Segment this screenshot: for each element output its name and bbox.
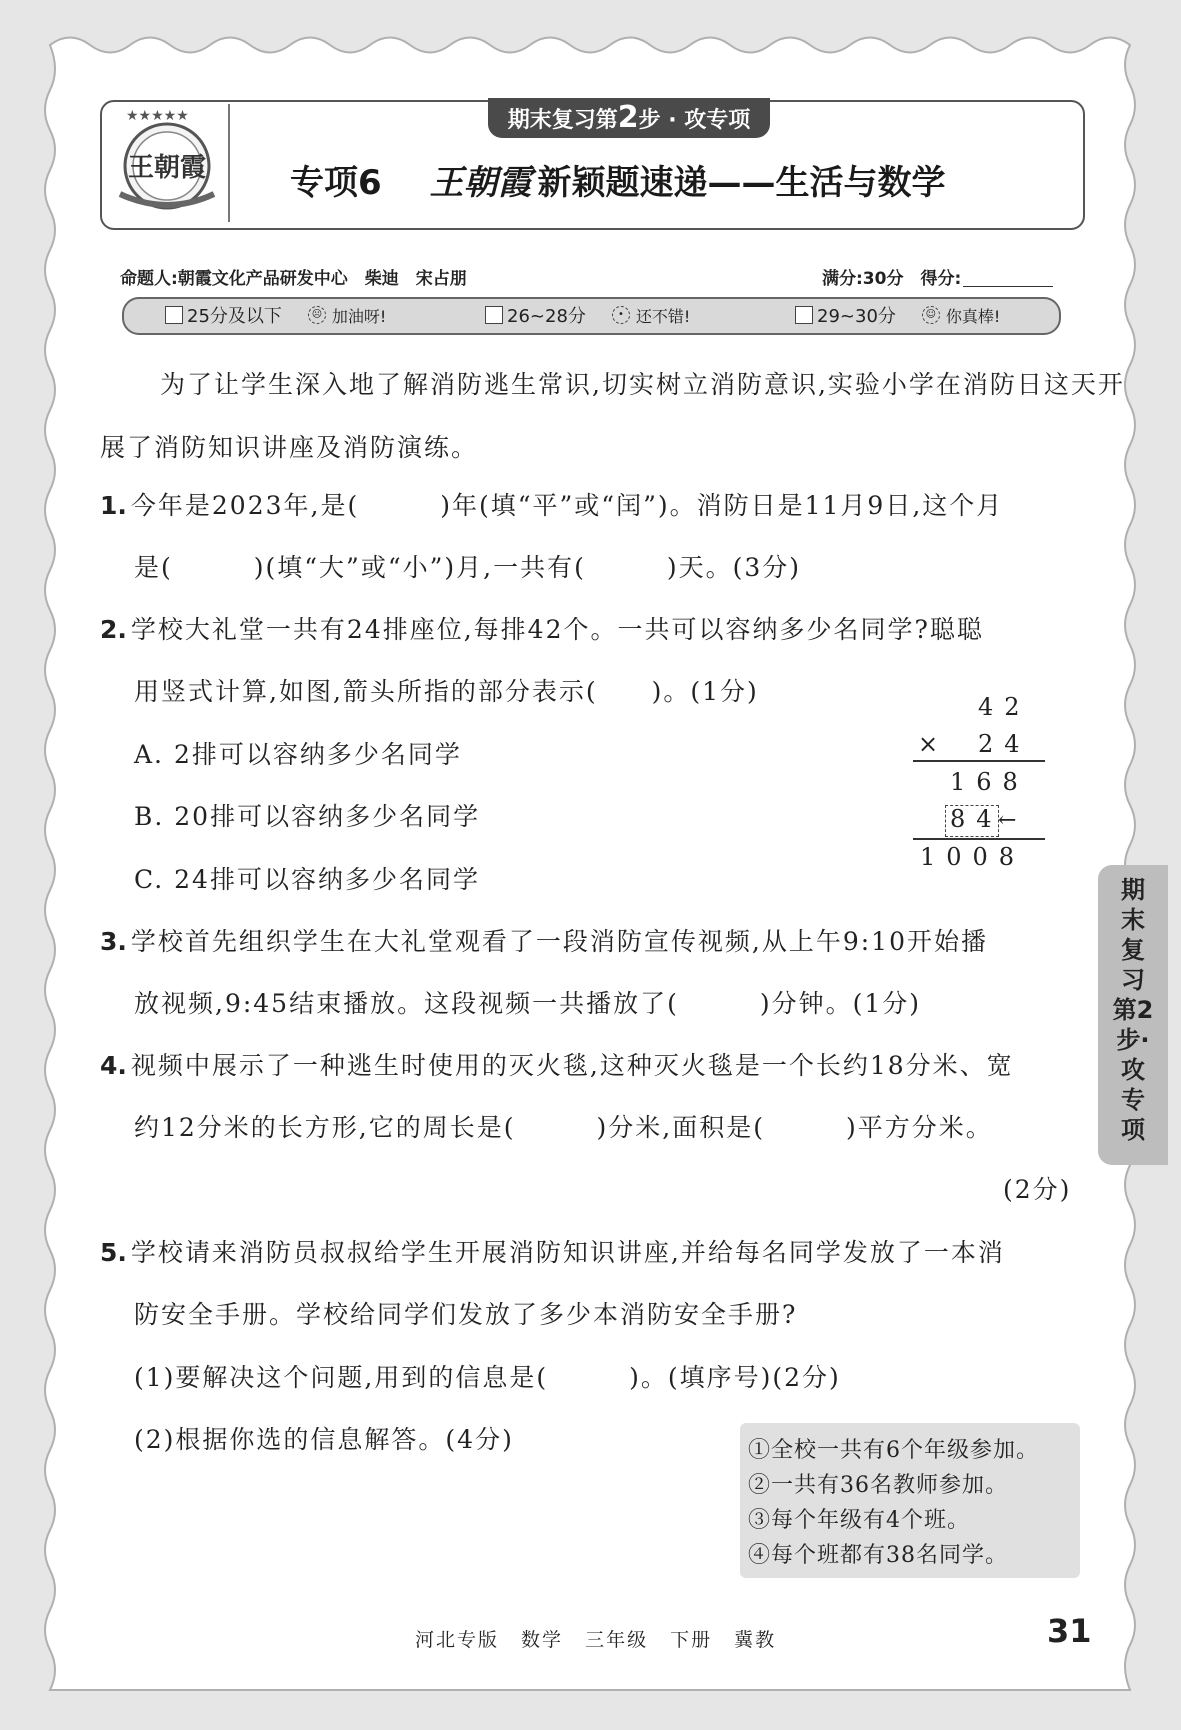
question-text: 防安全手册。学校给同学们发放了多少本消防安全手册? — [134, 1300, 798, 1329]
calc-rule — [913, 760, 1045, 762]
logo-emblem — [112, 106, 222, 218]
info-item: ②一共有36名教师参加。 — [748, 1473, 1008, 1498]
calc-operator: × — [918, 730, 950, 758]
option-a[interactable]: A. 2排可以容纳多少名同学 — [134, 740, 462, 769]
calc-multiplicand: 42 — [978, 693, 1031, 721]
question-number: 4. — [100, 1051, 127, 1080]
score-line — [822, 264, 1053, 289]
score-label: 满分:30分 得分: — [822, 269, 962, 289]
grade-comment: 加油呀! — [331, 306, 387, 326]
calc-partial-2: 84 — [950, 805, 1003, 833]
question-text: 放视频,9:45结束播放。这段视频一共播放了( )分钟。(1分) — [134, 989, 922, 1018]
question-3 — [100, 922, 988, 958]
sub-question-1: (1)要解决这个问题,用到的信息是( )。(填序号)(2分) — [134, 1363, 841, 1392]
grade-checkbox[interactable] — [165, 306, 183, 324]
question-number: 3. — [100, 927, 127, 956]
grade-comment: 你真棒! — [945, 306, 1001, 326]
question-text: 约12分米的长方形,它的周长是( )分米,面积是( )平方分米。 — [134, 1113, 993, 1142]
step-tab-num: 2 — [617, 100, 639, 135]
author-line: 命题人:朝霞文化产品研发中心 柴迪 宋占朋 — [120, 269, 467, 289]
question-5 — [100, 1233, 1005, 1269]
question-4 — [100, 1046, 1014, 1082]
question-text: 是( )(填“大”或“小”)月,一共有( )天。(3分) — [134, 553, 802, 582]
question-number: 5. — [100, 1238, 127, 1267]
svg-text:★★★★★: ★★★★★ — [126, 108, 189, 124]
grade-comment: 还不错! — [635, 306, 691, 326]
step-tab — [488, 98, 770, 138]
calc-rule — [913, 838, 1045, 840]
calc-product: 1008 — [920, 843, 1026, 871]
grade-range: 29~30分 — [817, 306, 896, 327]
grade-item — [165, 302, 386, 328]
title-project: 专项6 — [290, 163, 382, 203]
sub-question-2: (2)根据你选的信息解答。(4分) — [134, 1425, 514, 1454]
question-number: 2. — [100, 615, 127, 644]
option-b[interactable]: B. 20排可以容纳多少名同学 — [134, 802, 481, 831]
header-divider — [228, 104, 230, 222]
grade-range: 26~28分 — [507, 306, 586, 327]
info-item: ④每个班都有38名同学。 — [748, 1543, 1008, 1568]
title-brand: 王朝霞 — [429, 163, 532, 203]
grade-item — [485, 302, 690, 328]
page-number: 31 — [1047, 1612, 1092, 1650]
side-tab-label: 期末复习第2步·攻专项 — [1112, 876, 1154, 1144]
intro-line: 展了消防知识讲座及消防演练。 — [100, 433, 479, 462]
question-text: 学校首先组织学生在大礼堂观看了一段消防宣传视频,从上午9:10开始播 — [130, 927, 988, 956]
grade-checkbox[interactable] — [795, 306, 813, 324]
question-number: 1. — [100, 491, 127, 520]
question-text: 学校大礼堂一共有24排座位,每排42个。一共可以容纳多少名同学?聪聪 — [130, 615, 984, 644]
info-item: ①全校一共有6个年级参加。 — [748, 1438, 1039, 1463]
question-score: (2分) — [1003, 1175, 1072, 1204]
grade-checkbox[interactable] — [485, 306, 503, 324]
question-text: 用竖式计算,如图,箭头所指的部分表示( )。(1分) — [134, 677, 759, 706]
svg-text:王朝霞: 王朝霞 — [127, 153, 207, 183]
grade-range: 25分及以下 — [187, 306, 282, 327]
question-1 — [100, 486, 1003, 522]
score-blank[interactable] — [963, 272, 1053, 287]
question-text: 视频中展示了一种逃生时使用的灭火毯,这种灭火毯是一个长约18分米、宽 — [130, 1051, 1014, 1080]
question-2 — [100, 610, 984, 646]
calc-partial-1: 168 — [950, 768, 1029, 796]
step-tab-pre: 期末复习第 — [507, 108, 618, 133]
smile-face-icon: ☺ — [922, 306, 940, 324]
step-tab-post: 步 · 攻专项 — [638, 108, 751, 133]
calc-multiplier: 24 — [978, 730, 1031, 758]
footer-info: 河北专版 数学 三年级 下册 冀教 — [415, 1629, 777, 1651]
question-text: 今年是2023年,是( )年(填“平”或“闰”)。消防日是11月9日,这个月 — [130, 491, 1004, 520]
sad-face-icon: ☹ — [308, 306, 326, 324]
title-text: 新颖题速递——生活与数学 — [537, 163, 946, 203]
option-c[interactable]: C. 24排可以容纳多少名同学 — [134, 865, 480, 894]
intro-line: 为了让学生深入地了解消防逃生常识,切实树立消防意识,实验小学在消防日这天开 — [160, 370, 1125, 399]
info-item: ③每个年级有4个班。 — [748, 1508, 970, 1533]
grade-item — [795, 302, 1000, 328]
arrow-left-icon: ← — [998, 808, 1017, 833]
question-text: 学校请来消防员叔叔给学生开展消防知识讲座,并给每名同学发放了一本消 — [130, 1238, 1005, 1267]
page-title — [290, 155, 946, 204]
neutral-face-icon: • — [612, 306, 630, 324]
